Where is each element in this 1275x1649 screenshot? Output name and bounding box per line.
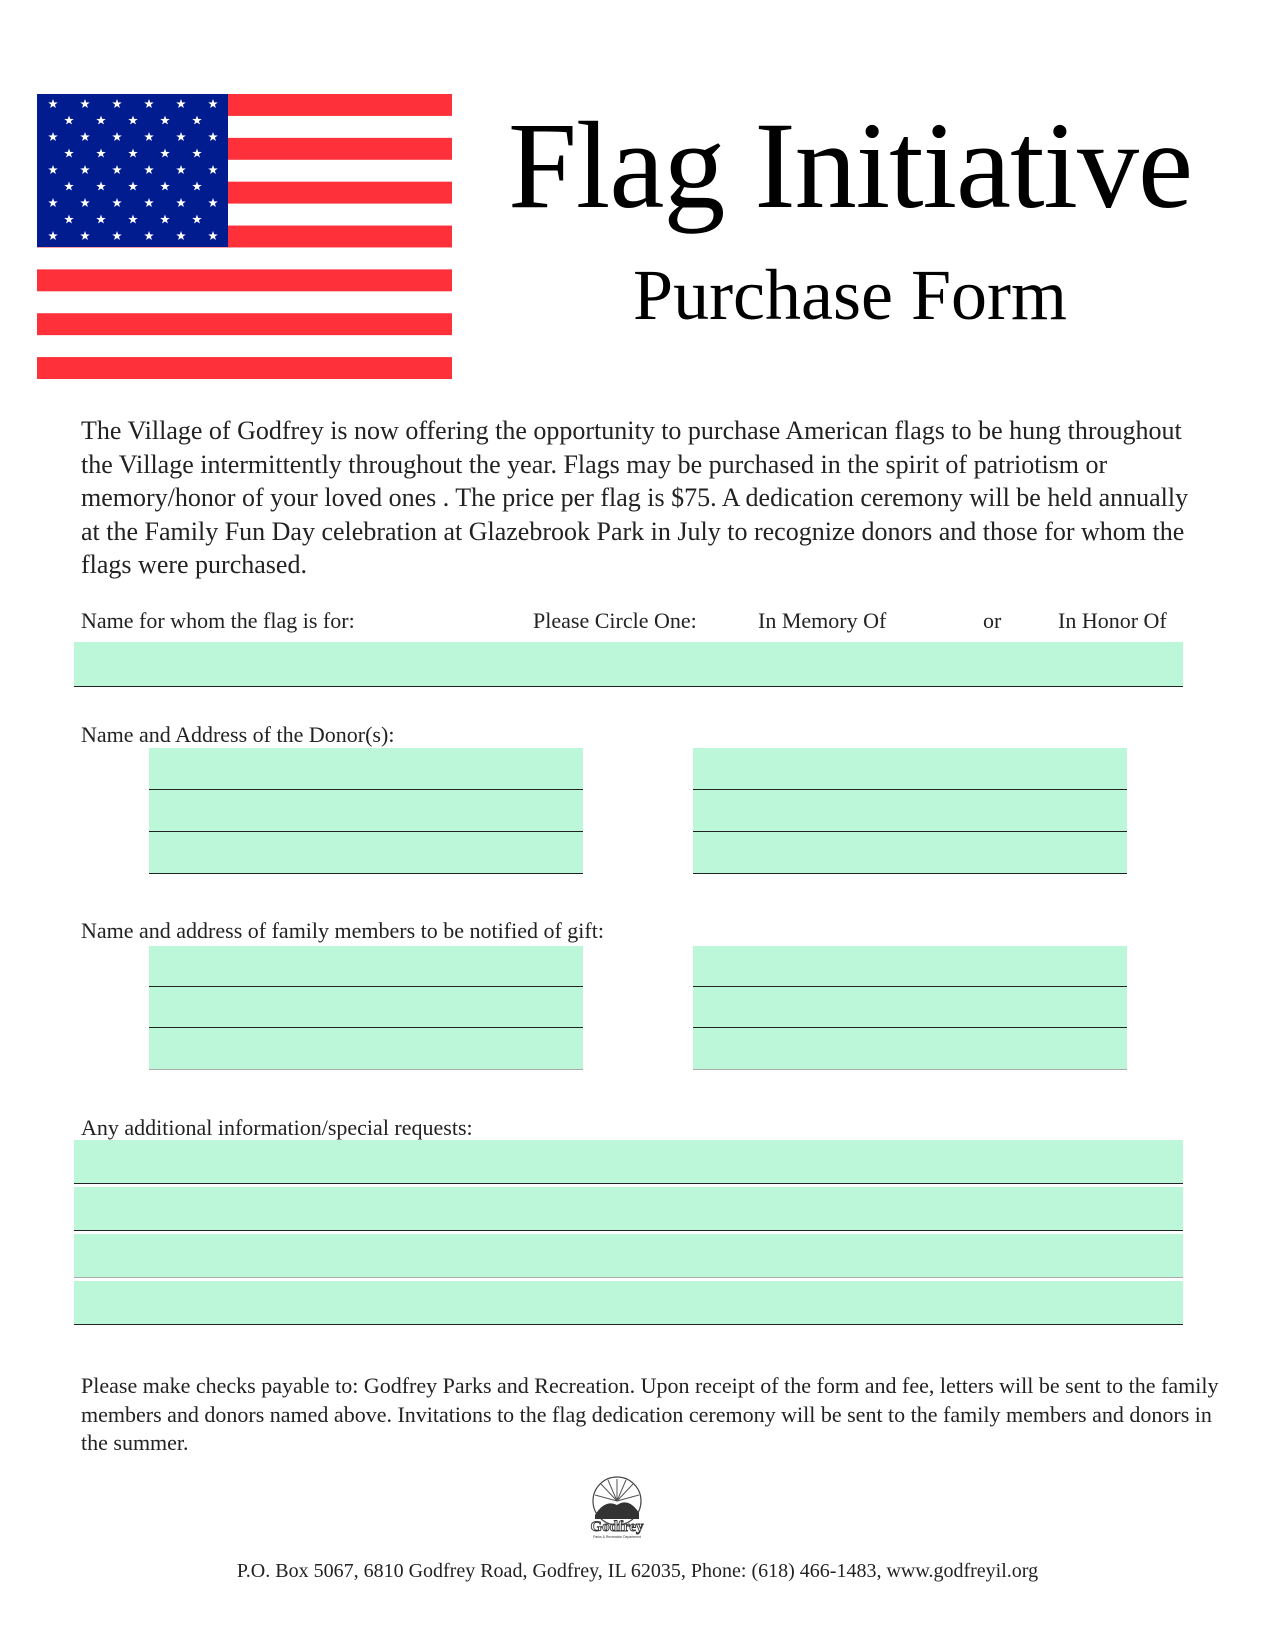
family-field-right-1[interactable] (693, 946, 1127, 987)
family-field-left-3[interactable] (149, 1028, 583, 1070)
family-label: Name and address of family members to be notified of gift: (81, 918, 604, 943)
logo-subtext: Parks & Recreation Department (593, 1535, 641, 1539)
flag-stripe (37, 269, 452, 291)
family-field-right-2[interactable] (693, 987, 1127, 1028)
flag-stripe (37, 357, 452, 379)
donor-field-right-3[interactable] (693, 832, 1127, 874)
circle-one-label: Please Circle One: (533, 608, 697, 633)
flag-stripe (37, 291, 452, 313)
additional-label: Any additional information/special requests: (81, 1115, 473, 1140)
donor-field-right-2[interactable] (693, 790, 1127, 832)
family-field-right-3[interactable] (693, 1028, 1127, 1070)
logo-text: Godfrey (590, 1519, 644, 1535)
flag-stripe (37, 247, 452, 269)
additional-field-2[interactable] (74, 1187, 1183, 1231)
family-field-left-2[interactable] (149, 987, 583, 1028)
donor-field-left-2[interactable] (149, 790, 583, 832)
american-flag-icon (37, 94, 452, 379)
footer-address: P.O. Box 5067, 6810 Godfrey Road, Godfrey, IL 62035, Phone: (618) 466-1483, www.godfreyil.org (236, 1560, 1039, 1582)
in-honor-of-option[interactable]: In Honor Of (1058, 608, 1167, 633)
honoree-label: Name for whom the flag is for: (81, 608, 355, 633)
additional-field-4[interactable] (74, 1281, 1183, 1325)
page-title: Flag Initiative (507, 97, 1193, 234)
family-field-left-1[interactable] (149, 946, 583, 987)
in-memory-of-option[interactable]: In Memory Of (758, 608, 887, 633)
or-label: or (983, 608, 1002, 633)
flag-stripe (37, 335, 452, 357)
closing-paragraph: Please make checks payable to: Godfrey Parks and Recreation. Upon receipt of the form and fee, letters will be sent to the family members and donors named above. Invitations to the flag dedication ceremony will be sent to the family members and donors in the summer. (81, 1373, 1219, 1455)
godfrey-parks-logo-icon (583, 1475, 651, 1545)
donor-field-left-3[interactable] (149, 832, 583, 874)
donor-field-left-1[interactable] (149, 748, 583, 790)
flag-stripe (37, 313, 452, 335)
donor-field-right-1[interactable] (693, 748, 1127, 790)
intro-paragraph: The Village of Godfrey is now offering the opportunity to purchase American flags to be hung throughout the Village intermittently throughout the year. Flags may be purchased in the spirit of patriotism or memory/honor of your loved ones . The price per flag is $75. A dedication ceremony will be held annually at the Family Fun Day celebration at Glazebrook Park in July to recognize donors and those for whom the flags were purchased. (81, 416, 1189, 579)
honoree-name-field[interactable] (74, 642, 1183, 687)
additional-field-1[interactable] (74, 1140, 1183, 1184)
additional-field-3[interactable] (74, 1234, 1183, 1278)
donor-label: Name and Address of the Donor(s): (81, 722, 395, 747)
page-subtitle: Purchase Form (633, 255, 1067, 335)
